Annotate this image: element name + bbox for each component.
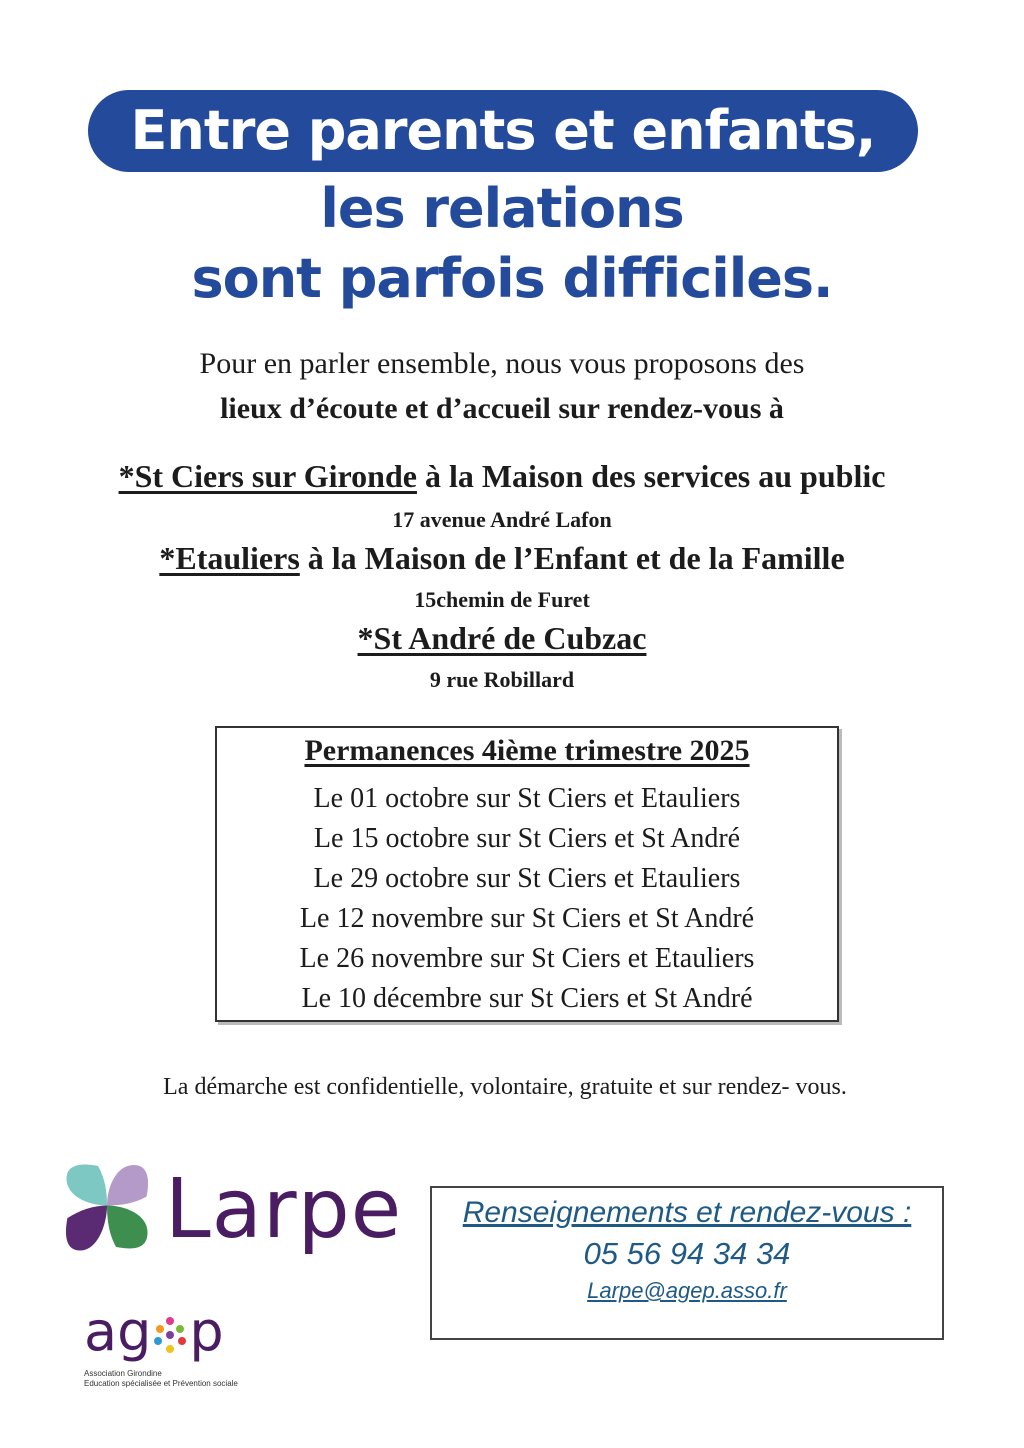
- contact-phone[interactable]: 05 56 94 34 34: [583, 1236, 791, 1271]
- agep-e-dots-icon: [152, 1315, 188, 1355]
- location-address: 17 avenue André Lafon: [392, 507, 612, 532]
- location-st-ciers: [0, 458, 1004, 495]
- schedule-list: [215, 779, 839, 1019]
- larpe-logo-icon: [62, 1160, 152, 1260]
- location-address: 15chemin de Furet: [414, 587, 590, 612]
- schedule-item: Le 01 octobre sur St Ciers et Etauliers: [313, 783, 741, 814]
- location-place: à la Maison de l’Enfant et de la Famille: [299, 540, 845, 576]
- location-name: *St Ciers sur Gironde: [118, 458, 417, 494]
- contact-title: Renseignements et rendez-vous :: [462, 1196, 912, 1229]
- schedule-item: Le 26 novembre sur St Ciers et Etauliers: [299, 943, 755, 974]
- schedule-item: Le 15 octobre sur St Ciers et St André: [313, 823, 741, 854]
- agep-subtitle-line-2: Education spécialisée et Prévention sociale: [84, 1379, 238, 1388]
- agep-logo-text-b: p: [189, 1300, 224, 1363]
- schedule-title-text: Permanences 4ième trimestre 2025: [304, 734, 750, 767]
- headline-line-2: les relations: [320, 177, 684, 240]
- agep-subtitle-line-1: Association Girondine: [84, 1369, 162, 1378]
- schedule-item: Le 10 décembre sur St Ciers et St André: [301, 983, 753, 1014]
- location-st-andre: [0, 620, 1004, 657]
- agep-logo: [84, 1302, 224, 1362]
- location-etauliers: [0, 540, 1004, 577]
- contact-email-link[interactable]: Larpe@agep.asso.fr: [587, 1278, 787, 1303]
- headline-line-1: Entre parents et enfants,: [130, 99, 876, 162]
- intro-line-2: lieux d’écoute et d’accueil sur rendez-vous à: [220, 392, 784, 425]
- schedule-item: Le 12 novembre sur St Ciers et St André: [299, 903, 755, 934]
- intro-line-1: Pour en parler ensemble, nous vous proposons des: [199, 347, 805, 380]
- location-address: 9 rue Robillard: [429, 667, 575, 692]
- location-name: *Etauliers: [159, 540, 300, 576]
- location-place: à la Maison des services au public: [416, 458, 886, 494]
- confidential-note: La démarche est confidentielle, volontaire, gratuite et sur rendez- vous.: [163, 1074, 847, 1100]
- agep-logo-text-a: ag: [84, 1300, 152, 1363]
- agep-subtitle: [84, 1369, 238, 1389]
- schedule-item: Le 29 octobre sur St Ciers et Etauliers: [313, 863, 741, 894]
- schedule-title: [215, 734, 839, 768]
- headline-line-3: sont parfois difficiles.: [191, 247, 833, 310]
- larpe-logo-text: Larpe: [165, 1162, 403, 1257]
- location-name: *St André de Cubzac: [357, 620, 647, 656]
